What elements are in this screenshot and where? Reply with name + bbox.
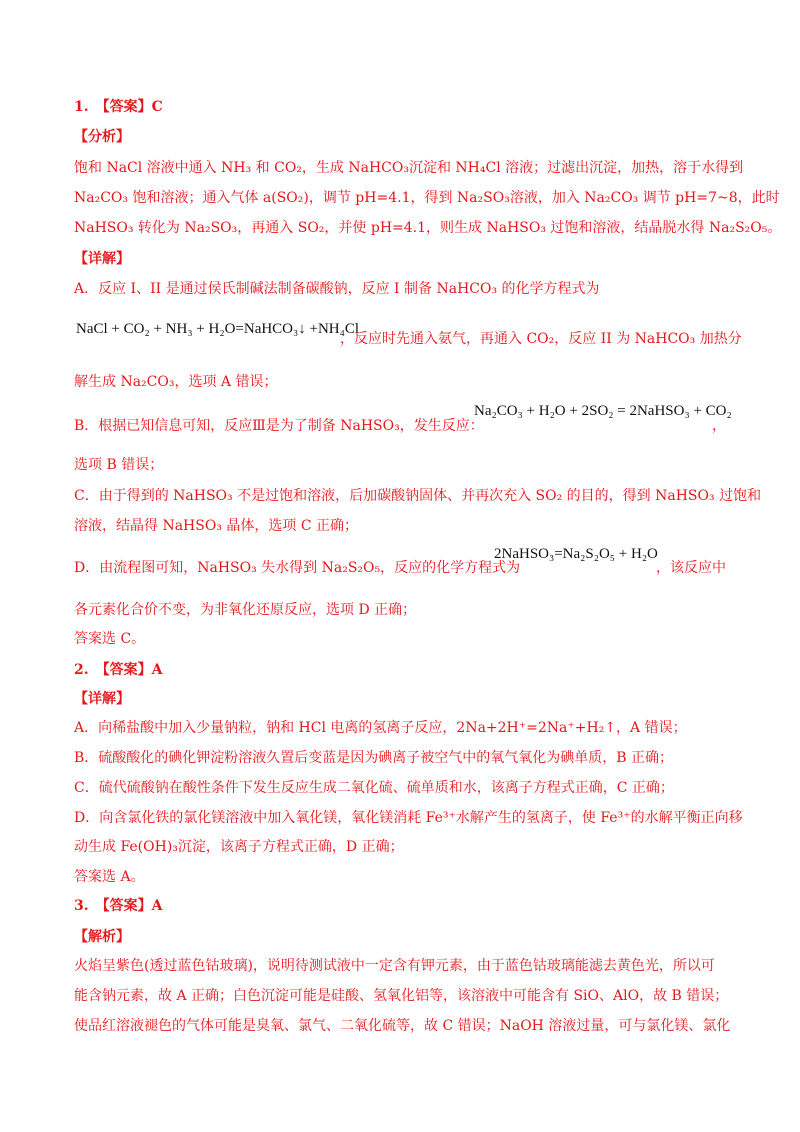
q1-option-b-equation: Na₂CO₃ + H₂O + 2SO₂ = 2NaHSO₃ + CO₂ bbox=[474, 403, 732, 419]
q3-answer-header: 3. 【答案】A bbox=[74, 898, 163, 914]
q1-option-a-line-3: 解生成 Na₂CO₃，选项 A 错误； bbox=[74, 374, 278, 390]
q1-option-c-line-2: 溶液，结晶得 NaHSO₃ 晶体，选项 C 正确； bbox=[74, 518, 358, 534]
q1-option-a-line-2: ，反应时先通入氨气，再通入 CO₂，反应 II 为 NaHCO₃ 加热分 bbox=[340, 331, 742, 347]
q1-answer: 答案选 C。 bbox=[74, 631, 146, 647]
q2-line-4: D．向含氯化铁的氯化镁溶液中加入氧化镁，氧化镁消耗 Fe³⁺水解产生的氢离子，使 Fe³⁺的水解平衡正向移 bbox=[74, 810, 743, 826]
q3-analysis-heading: 【解析】 bbox=[74, 929, 130, 945]
q1-analysis-line-2: Na₂CO₃ 饱和溶液；通入气体 a(SO₂)，调节 pH=4.1，得到 Na₂SO₃溶液，加入 Na₂CO₃ 调节 pH=7~8，此时 bbox=[74, 190, 780, 206]
q2-detail-heading: 【详解】 bbox=[74, 691, 130, 707]
q1-option-d-line-2: 各元素化合价不变，为非氧化还原反应，选项 D 正确； bbox=[74, 602, 417, 618]
q1-option-c-line-1: C．由于得到的 NaHSO₃ 不是过饱和溶液，后加碳酸钠固体、并再次充入 SO₂ 的目的，得到 NaHSO₃ 过饱和 bbox=[74, 488, 762, 504]
q1-analysis-heading: 【分析】 bbox=[74, 129, 130, 145]
q1-detail-heading: 【详解】 bbox=[74, 251, 130, 267]
q2-line-2: B．硫酸酸化的碘化钾淀粉溶液久置后变蓝是因为碘离子被空气中的氧气氧化为碘单质，B 正确； bbox=[74, 750, 674, 766]
q3-line-2: 能含钠元素，故 A 正确；白色沉淀可能是硅酸、氢氧化铝等，该溶液中可能含有 SiO、AlO，故 B 错误； bbox=[74, 988, 729, 1004]
q1-answer-header: 1. 【答案】C bbox=[74, 99, 163, 115]
q2-line-1: A．向稀盐酸中加入少量钠粒，钠和 HCl 电离的氢离子反应，2Na+2H⁺=2Na⁺+H₂↑，A 错误； bbox=[74, 720, 687, 736]
q1-option-a-line-1: A．反应 I、II 是通过侯氏制碱法制备碳酸钠，反应 I 制备 NaHCO₃ 的化学方程式为 bbox=[74, 281, 600, 297]
q1-option-d-line-1: D．由流程图可知，NaHSO₃ 失水得到 Na₂S₂O₅，反应的化学方程式为 bbox=[74, 560, 521, 576]
q3-line-1: 火焰呈紫色(透过蓝色钴玻璃)，说明待测试液中一定含有钾元素，由于蓝色钴玻璃能滤去黄色光，所以可 bbox=[74, 958, 715, 974]
q2-answer: 答案选 A。 bbox=[74, 869, 145, 885]
q2-line-3: C．硫代硫酸钠在酸性条件下发生反应生成二氧化硫、硫单质和水，该离子方程式正确，C 正确； bbox=[74, 780, 674, 796]
q1-option-b-comma: ， bbox=[712, 418, 726, 434]
q1-option-d-line-1b: ，该反应中 bbox=[656, 560, 726, 576]
q2-line-5: 动生成 Fe(OH)₃沉淀，该离子方程式正确，D 正确； bbox=[74, 839, 404, 855]
q1-option-d-equation: 2NaHSO₃=Na₂S₂O₅ + H₂O bbox=[494, 546, 658, 562]
q1-option-b-line-1: B．根据已知信息可知，反应Ⅲ是为了制备 NaHSO₃，发生反应： bbox=[74, 418, 484, 434]
q1-analysis-line-3: NaHSO₃ 转化为 Na₂SO₃，再通入 SO₂，并使 pH=4.1，则生成 NaHSO₃ 过饱和溶液，结晶脱水得 Na₂S₂O₅。 bbox=[74, 220, 782, 236]
q3-line-3: 使品红溶液褪色的气体可能是臭氧、氯气、二氧化硫等，故 C 错误；NaOH 溶液过量，可与氯化镁、氯化 bbox=[74, 1018, 731, 1034]
q2-answer-header: 2. 【答案】A bbox=[74, 662, 163, 678]
q1-option-a-equation: NaCl + CO₂ + NH₃ + H₂O=NaHCO₃↓ +NH₄Cl bbox=[76, 321, 360, 337]
q1-analysis-line-1: 饱和 NaCl 溶液中通入 NH₃ 和 CO₂，生成 NaHCO₃沉淀和 NH₄Cl 溶液；过滤出沉淀，加热，溶于水得到 bbox=[74, 160, 744, 176]
q1-option-b-line-2: 选项 B 错误； bbox=[74, 457, 164, 473]
